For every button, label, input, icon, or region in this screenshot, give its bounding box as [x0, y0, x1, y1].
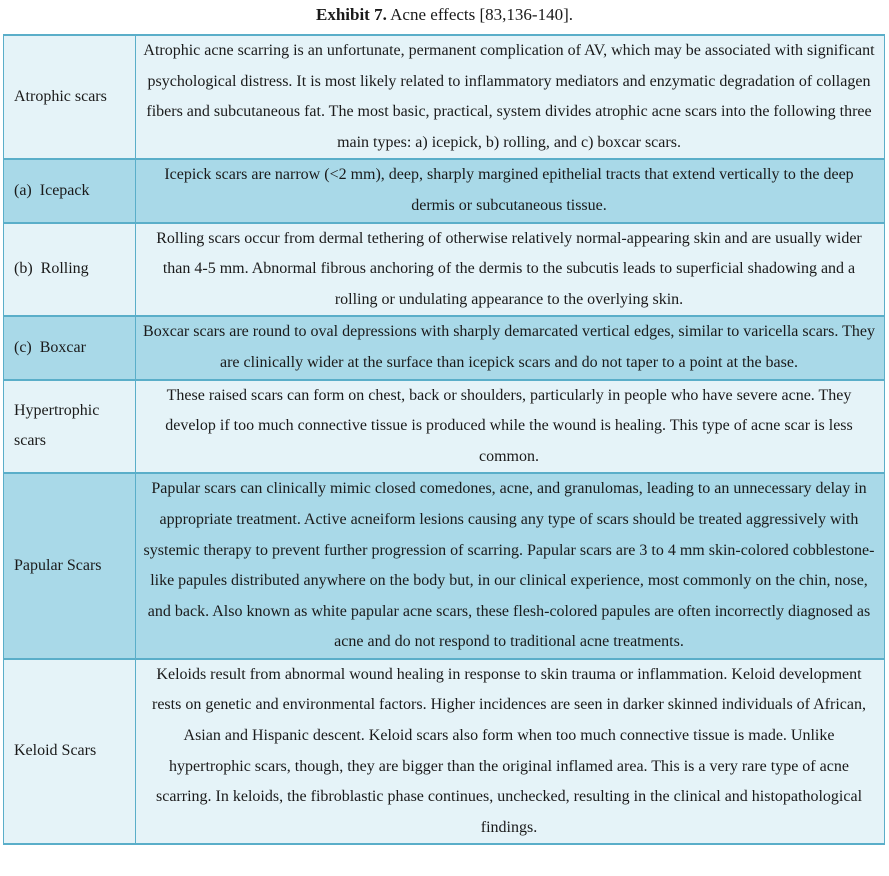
acne-effects-table — [3, 34, 885, 845]
row-label: Papular Scars — [4, 473, 136, 659]
row-label: (a) Icepack — [4, 159, 136, 222]
row-label: Atrophic scars — [4, 35, 136, 159]
table-row — [4, 659, 885, 845]
row-description: Icepick scars are narrow (<2 mm), deep, sharply margined epithelial tracts that extend vertically to the deep dermis or subcutaneous tissue. — [136, 159, 885, 222]
row-description: Papular scars can clinically mimic closed comedones, acne, and granulomas, leading to an unnecessary delay in appropriate treatment. Active acneiform lesions causing any type of scars should be treated aggressively with systemic therapy to prevent further progression of scarring. Papular scars are 3 to 4 mm skin-colored cobblestone-like papules distributed anywhere on the body but, in our clinical experience, most commonly on the chin, nose, and back. Also known as white papular acne scars, these flesh-colored papules are often incorrectly diagnosed as acne and do not respond to traditional acne treatments. — [136, 473, 885, 659]
table-row — [4, 380, 885, 474]
exhibit-title: Acne effects [83,136-140]. — [386, 5, 573, 24]
row-label: (b) Rolling — [4, 223, 136, 317]
row-description: These raised scars can form on chest, back or shoulders, particularly in people who have severe acne. They develop if too much connective tissue is produced while the wound is healing. This type of acne scar is less common. — [136, 380, 885, 474]
row-description: Rolling scars occur from dermal tethering of otherwise relatively normal-appearing skin and are usually wider than 4-5 mm. Abnormal fibrous anchoring of the dermis to the subcutis leads to superficial shadowing and a rolling or undulating appearance to the overlying skin. — [136, 223, 885, 317]
row-description: Atrophic acne scarring is an unfortunate, permanent complication of AV, which may be associated with significant psychological distress. It is most likely related to inflammatory mediators and enzymatic degradation of collagen fibers and subcutaneous fat. The most basic, practical, system divides atrophic acne scars into the following three main types: a) icepick, b) rolling, and c) boxcar scars. — [136, 35, 885, 159]
row-label: Keloid Scars — [4, 659, 136, 845]
row-description: Boxcar scars are round to oval depressions with sharply demarcated vertical edges, similar to varicella scars. They are clinically wider at the surface than icepick scars and do not taper to a point at the base. — [136, 316, 885, 379]
table-row — [4, 316, 885, 379]
exhibit-caption — [0, 0, 889, 30]
row-description: Keloids result from abnormal wound healing in response to skin trauma or inflammation. Keloid development rests on genetic and environmental factors. Higher incidences are seen in darker skinned individuals of African, Asian and Hispanic descent. Keloid scars also form when too much connective tissue is made. Unlike hypertrophic scars, though, they are bigger than the original inflamed area. This is a very rare type of acne scarring. In keloids, the fibroblastic phase continues, unchecked, resulting in the clinical and histopathological findings. — [136, 659, 885, 845]
table-row — [4, 35, 885, 159]
exhibit-number: Exhibit 7. — [315, 5, 387, 24]
row-label: Hypertrophic scars — [4, 380, 136, 474]
row-label: (c) Boxcar — [4, 316, 136, 379]
table-row — [4, 223, 885, 317]
table-row — [4, 473, 885, 659]
table-row — [4, 159, 885, 222]
